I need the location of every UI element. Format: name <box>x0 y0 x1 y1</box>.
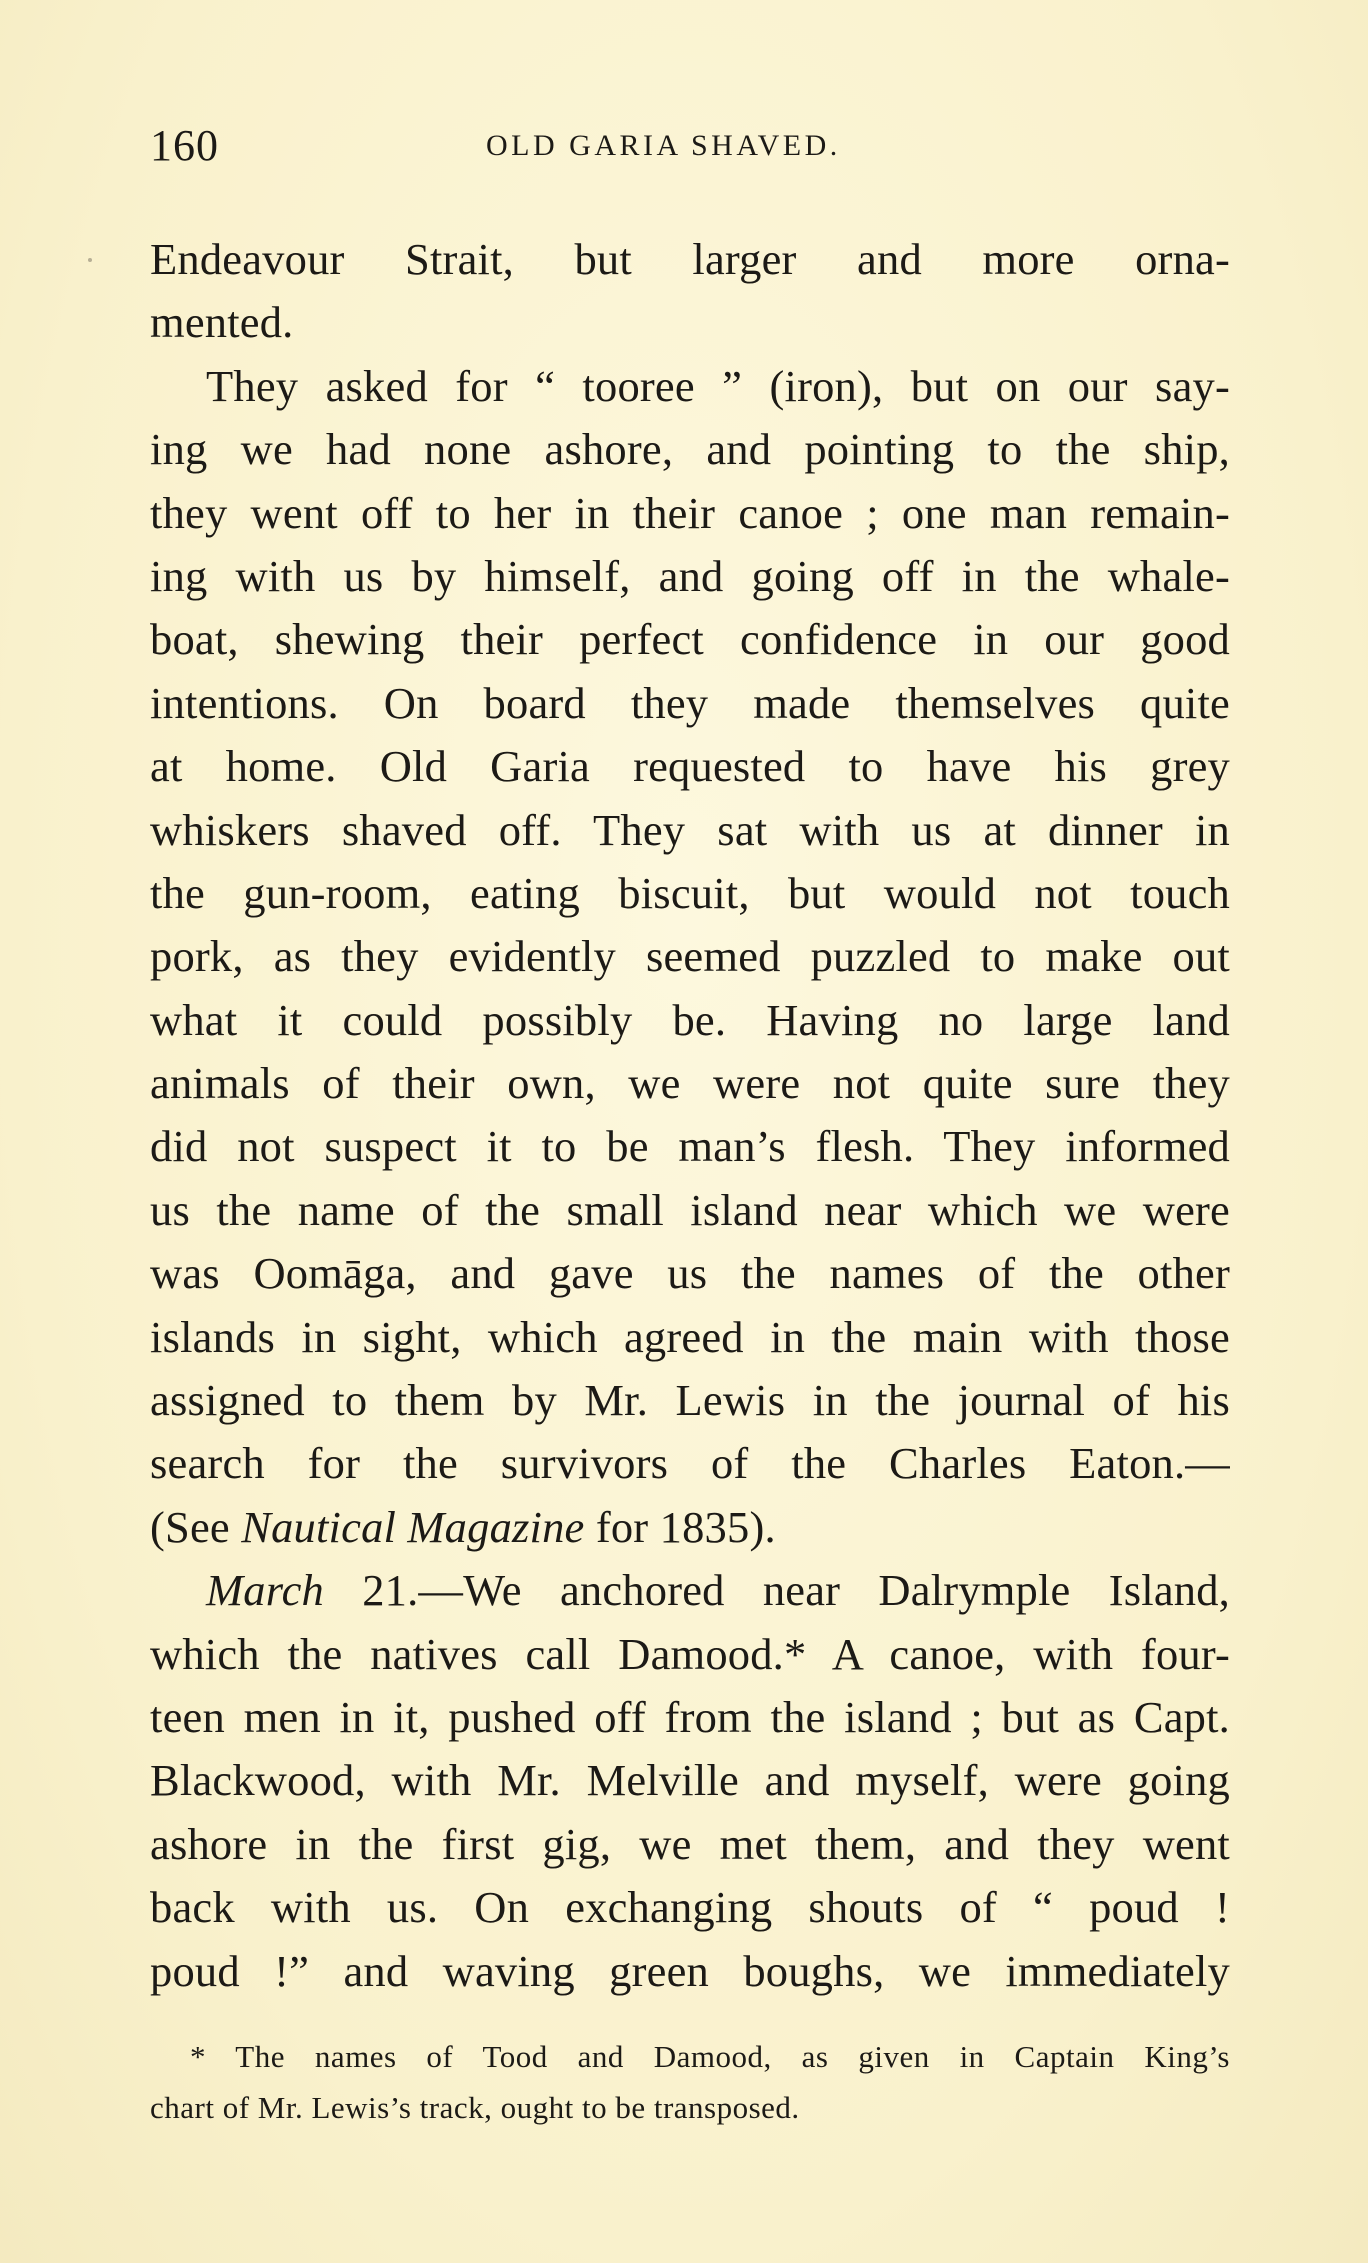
text-line: which the natives call Damood.* A canoe, with four- <box>150 1628 1230 1679</box>
text-line: what it could possibly be. Having no large land <box>150 994 1230 1045</box>
text-line: Endeavour Strait, but larger and more orna- <box>150 234 1230 284</box>
footnote <box>150 2031 1230 2133</box>
text-line: Blackwood, with Mr. Melville and myself, were going <box>150 1755 1230 1806</box>
text-line: pork, as they evidently seemed puzzled to make out <box>150 931 1230 982</box>
running-head: OLD GARIA SHAVED. <box>486 129 841 162</box>
text-line: ing we had none ashore, and pointing to the ship, <box>150 424 1230 475</box>
text-line: search for the survivors of the Charles Eaton.— <box>150 1438 1230 1489</box>
text-line: poud !” and waving green boughs, we immediately <box>150 1945 1230 1996</box>
text-line: intentions. On board they made themselves quite <box>150 677 1230 728</box>
page-number: 160 <box>150 121 219 170</box>
text-line: back with us. On exchanging shouts of “ poud ! <box>150 1882 1230 1933</box>
text-line: March 21.—We anchored near Dalrymple Island, <box>206 1565 1230 1616</box>
text-line: they went off to her in their canoe ; one man remain- <box>150 487 1230 538</box>
margin-speck <box>88 258 92 262</box>
text-line: whiskers shaved off. They sat with us at dinner in <box>150 804 1230 855</box>
footnote-line: chart of Mr. Lewis’s track, ought to be transposed. <box>150 2089 800 2125</box>
text-line: (See Nautical Magazine for 1835). <box>150 1501 776 1552</box>
text-line: ashore in the first gig, we met them, and they went <box>150 1818 1230 1869</box>
text-line: assigned to them by Mr. Lewis in the journal of his <box>150 1375 1230 1426</box>
text-line: the gun-room, eating biscuit, but would not touch <box>150 867 1230 918</box>
text-line: teen men in it, pushed off from the island ; but as Capt. <box>150 1691 1230 1742</box>
text-line: was Oomāga, and gave us the names of the other <box>150 1248 1230 1299</box>
italic-title: Nautical Magazine <box>241 1501 585 1552</box>
text-line: boat, shewing their perfect confidence in our good <box>150 614 1230 665</box>
text-line: did not suspect it to be man’s flesh. They informed <box>150 1121 1230 1172</box>
text-line: animals of their own, we were not quite sure they <box>150 1058 1230 1109</box>
text-line: They asked for “ tooree ” (iron), but on our say- <box>206 360 1230 411</box>
text-line: ing with us by himself, and going off in the whale- <box>150 550 1230 601</box>
text-line: islands in sight, which agreed in the main with those <box>150 1311 1230 1362</box>
text-line: at home. Old Garia requested to have his grey <box>150 741 1230 792</box>
footnote-line: * The names of Tood and Damood, as given in Captain King’s <box>190 2038 1230 2074</box>
page-content <box>150 118 1230 2133</box>
italic-date: March <box>206 1565 324 1616</box>
body-text <box>150 228 1230 2003</box>
text-line: us the name of the small island near which we were <box>150 1184 1230 1235</box>
text-line: mented. <box>150 297 294 348</box>
page-header <box>150 118 1230 198</box>
